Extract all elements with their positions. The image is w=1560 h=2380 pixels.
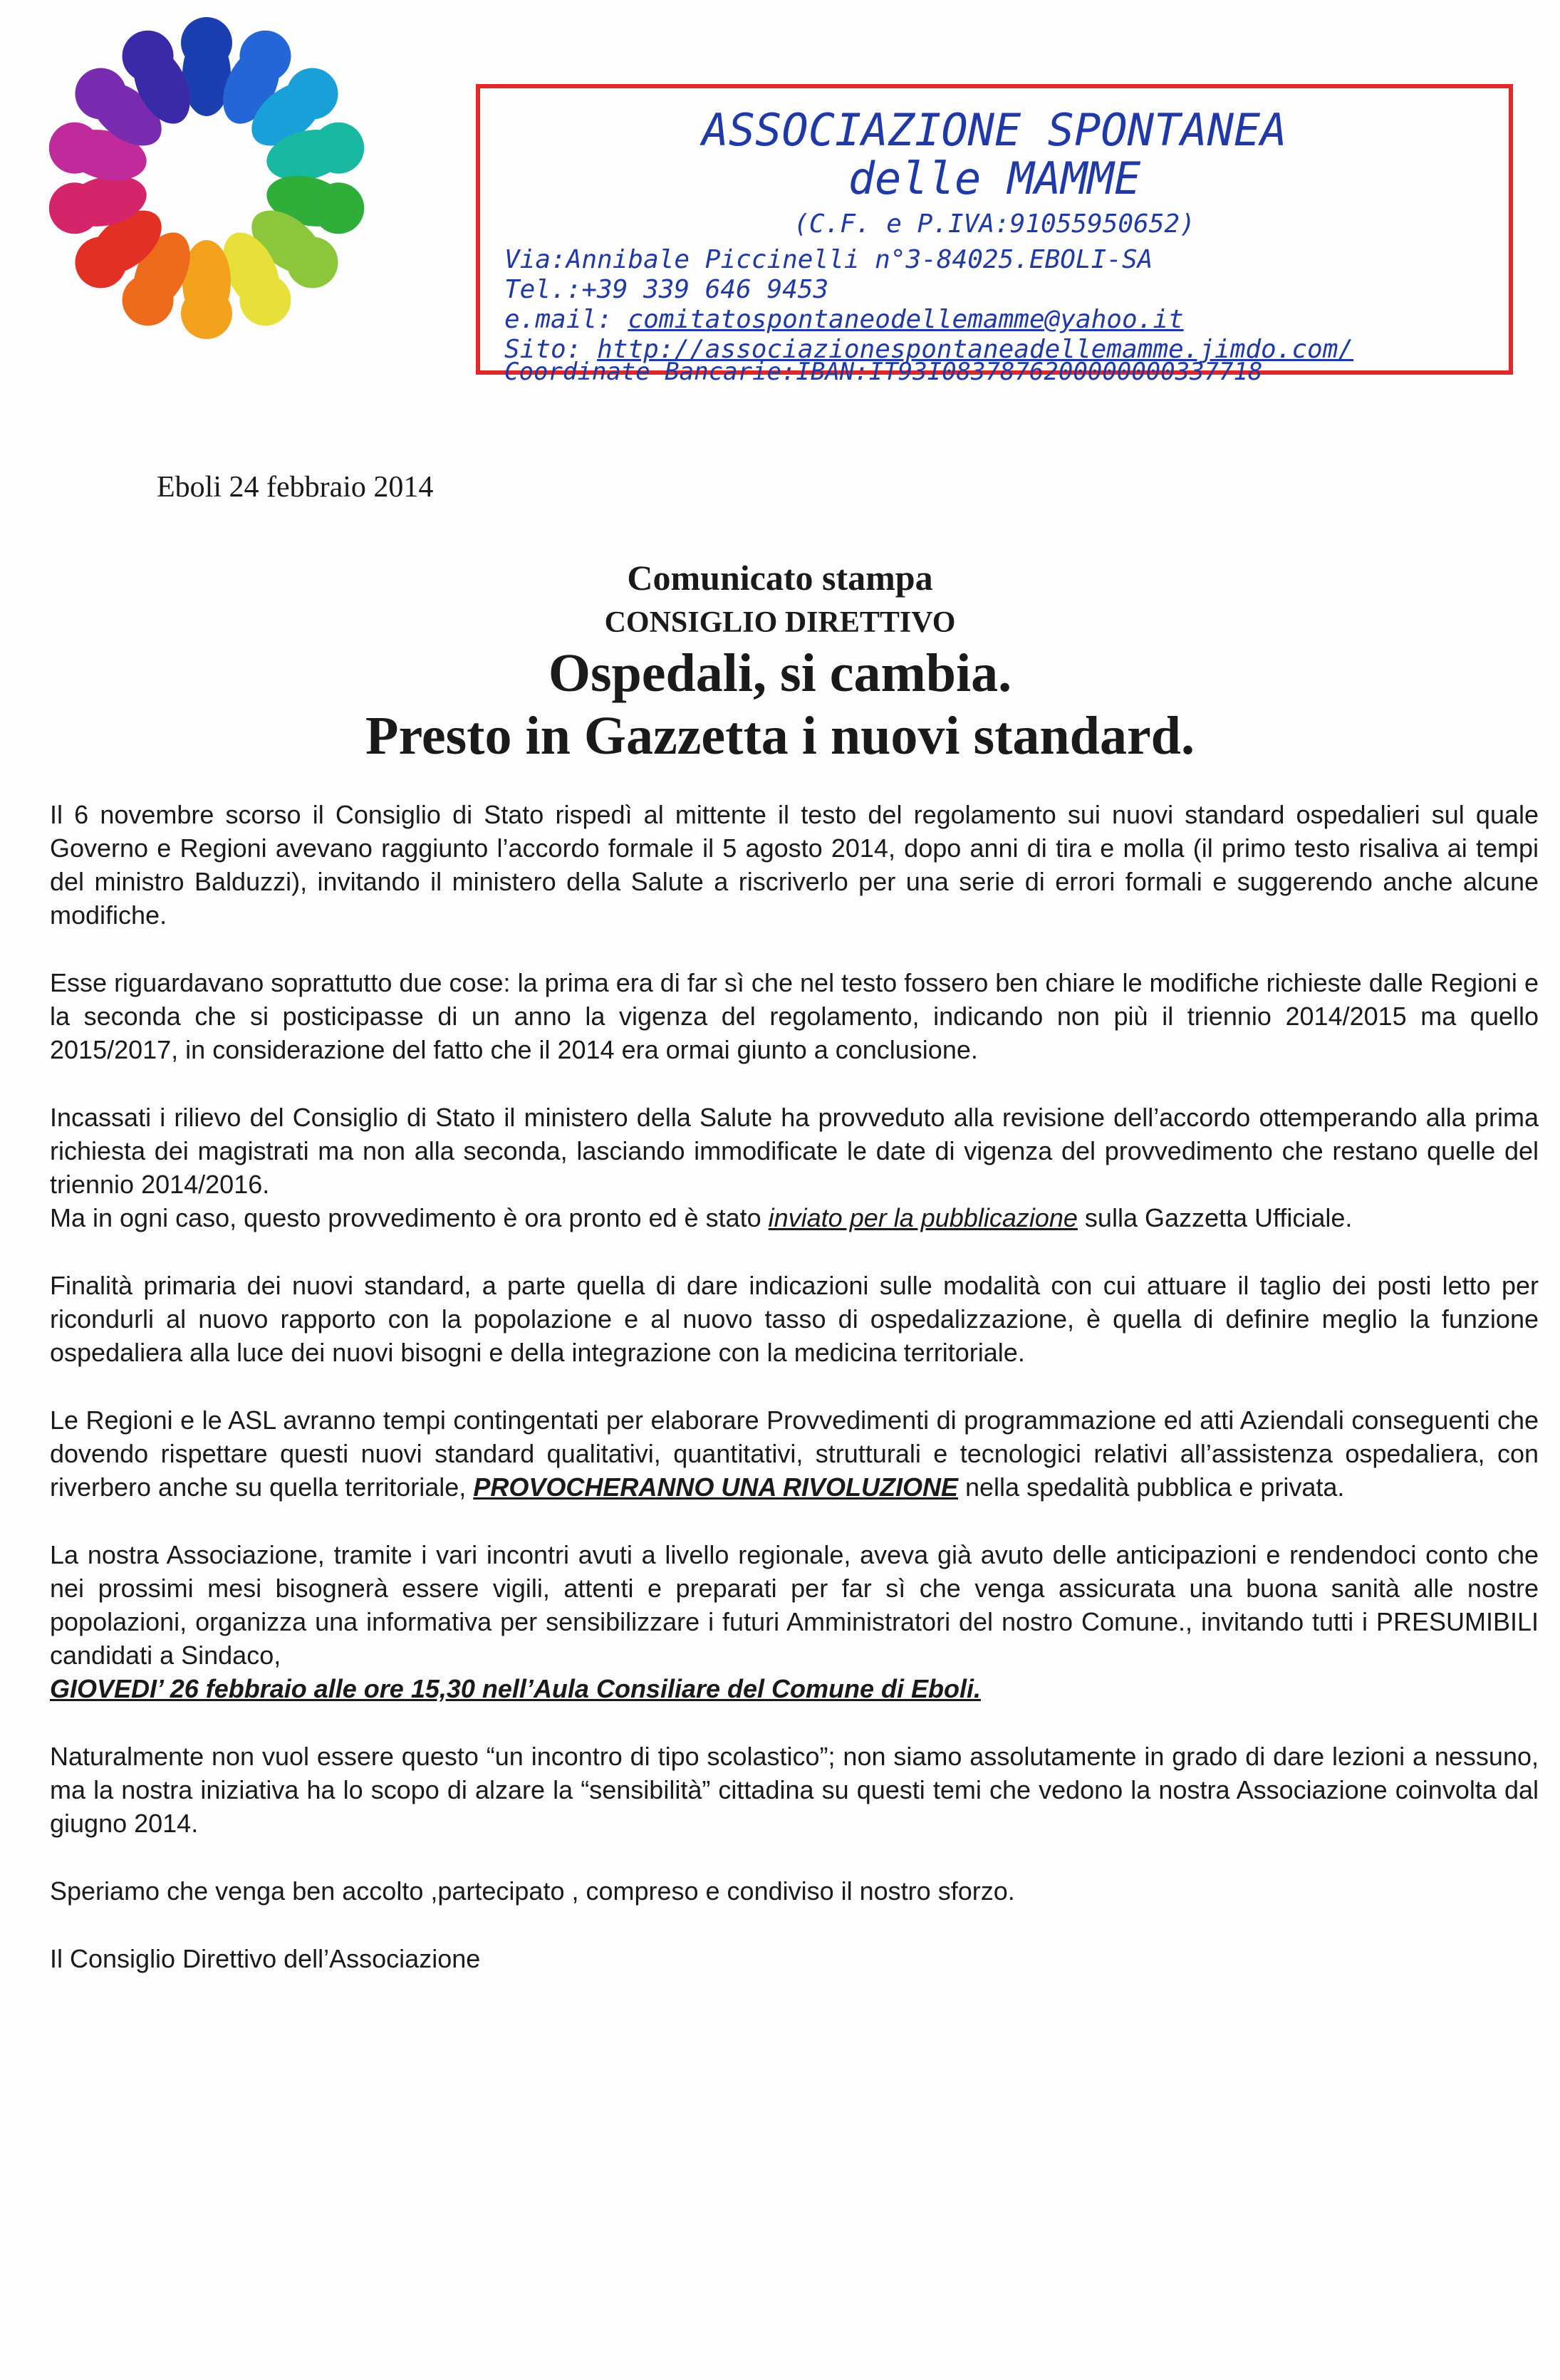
logo-figure-head [313, 123, 364, 174]
logo-figure-head [123, 31, 174, 82]
logo-figure-head [287, 68, 338, 120]
document-date: Eboli 24 febbraio 2014 [157, 471, 434, 504]
site-link[interactable]: http://associazionespontaneadellemamme.jimdo.com/ [597, 335, 1354, 364]
paragraph-7: La nostra Associazione, tramite i vari incontri avuti a livello regionale, aveva già avuto delle anticipazioni e rendendoci conto che nei prossimi mesi bisognerà essere vigili, attenti e preparati per far sì che venga assicurata una buona sanità alle nostre popolazioni, organizza una informativa per sensibilizzare i futuri Amministratori del nostro Comune., invitando tutti i PRESUMIBILI candidati a Sindaco, [50, 1540, 1539, 1670]
association-logo [0, 0, 427, 370]
bank-details: Coordinate Bancarie:IBAN:IT93I0837876200000000337718 [504, 358, 1263, 386]
phone: Tel.:+39 339 646 9453 [504, 275, 829, 304]
paragraph-9: Speriamo che venga ben accolto ,partecipato , compreso e condiviso il nostro sforzo. [50, 1876, 1015, 1906]
paragraph-2: Esse riguardavano soprattutto due cose: la prima era di far sì che nel testo fossero ben chiare le modifiche richieste dalle Regioni e la seconda che si posticipasse di un anno la vigenza del regolamento, indicando non più il triennio 2014/2015 ma quello 2015/2017, in considerazione del fatto che il 2014 era ormai giunto a conclusione. [50, 968, 1539, 1064]
main-title-line1: Ospedali, si cambia. [548, 643, 1012, 703]
logo-figure-head [49, 123, 100, 174]
association-subtitle: delle MAMME [848, 152, 1141, 204]
logo-figure-head [239, 274, 291, 326]
site-label: Sito: [504, 335, 582, 364]
logo-figure-head [239, 31, 291, 82]
email-row [504, 305, 1184, 334]
paragraph-4-tail: sulla Gazzetta Ufficiale. [1077, 1203, 1353, 1232]
paragraph-6-tail: nella spedalità pubblica e privata. [958, 1472, 1345, 1502]
revolution-emphasis: PROVOCHERANNO UNA RIVOLUZIONE [473, 1472, 959, 1502]
fiscal-code: (C.F. e P.IVA:91055950652) [794, 209, 1195, 239]
email-link[interactable]: comitatospontaneodellemamme@yahoo.it [628, 305, 1184, 334]
logo-figure-head [75, 237, 126, 288]
main-title-line2: Presto in Gazzetta i nuovi standard. [365, 706, 1195, 766]
paragraph-5: Finalità primaria dei nuovi standard, a parte quella di dare indicazioni sulle modalità con cui attuare il taglio dei posti letto per ricondurli al nuovo rapporto con la popolazione e al nuovo tasso di ospedalizzazione, è quella di definire meglio la funzione ospedaliera alla luce dei nuovi bisogni e della integrazione con la medicina territoriale. [50, 1271, 1539, 1367]
signature: Il Consiglio Direttivo dell’Associazione [50, 1944, 481, 1973]
paragraph-4-text: Ma in ogni caso, questo provvedimento è ora pronto ed è stato [50, 1203, 769, 1232]
paragraph-3: Incassati i rilievo del Consiglio di Stato il ministero della Salute ha provveduto alla revisione dell’accordo ottemperando alla prima richiesta dei magistrati ma non alla seconda, lasciando immodificate le date di vigenza del provvedimento che restano quelle del triennio 2014/2016. [50, 1103, 1539, 1199]
paragraph-8: Naturalmente non vuol essere questo “un incontro di tipo scolastico”; non siamo assolutamente in grado di dare lezioni a nessuno, ma la nostra iniziativa ha lo scopo di alzare la “sensibilità” cittadina su questi temi che vedono la nostra Associazione coinvolta dal giugno 2014. [50, 1742, 1539, 1838]
paragraph-1: Il 6 novembre scorso il Consiglio di Stato rispedì al mittente il testo del regolamento sui nuovi standard ospedalieri sul quale Governo e Regioni avevano raggiunto l’accordo formale il 5 agosto 2014, dopo anni di tira e molla (il primo testo risaliva ai tempi del ministro Balduzzi), invitando il ministero della Salute a riscriverlo per una serie di errori formali e suggerendo anche alcune modifiche. [50, 800, 1539, 930]
logo-figure-head [313, 182, 364, 234]
press-release-heading: Comunicato stampa [627, 558, 933, 598]
paragraph-6 [50, 1403, 1539, 1504]
header-box [476, 84, 1513, 386]
event-announcement: GIOVEDI’ 26 febbraio alle ore 15,30 nell’Aula Consiliare del Comune di Eboli. [50, 1674, 982, 1703]
logo-figure-head [75, 68, 126, 120]
document-body [50, 798, 1539, 2010]
logo-figure-head [287, 237, 338, 288]
paragraph-4 [50, 1201, 1539, 1235]
logo-figure-head [181, 17, 232, 68]
logo-figure-head [123, 274, 174, 326]
board-heading: CONSIGLIO DIRETTIVO [604, 606, 956, 639]
logo-figure-head [49, 182, 100, 234]
address: Via:Annibale Piccinelli n°3-84025.EBOLI-SA [504, 245, 1153, 274]
publication-link[interactable]: inviato per la pubblicazione [768, 1203, 1078, 1232]
logo-figure-head [181, 288, 232, 339]
association-name: ASSOCIAZIONE SPONTANEA [702, 104, 1287, 156]
paragraph-6-text: Le Regioni e le ASL avranno tempi contingentati per elaborare Provvedimenti di programmazione ed atti Aziendali conseguenti che dovendo rispettare questi nuovi standard qualitativi, quantitativi, strutturali e tecnologici relativi all’assistenza ospedaliera, con riverbero anche su quella territoriale, [50, 1405, 1539, 1502]
email-label: e.mail: [504, 305, 613, 334]
